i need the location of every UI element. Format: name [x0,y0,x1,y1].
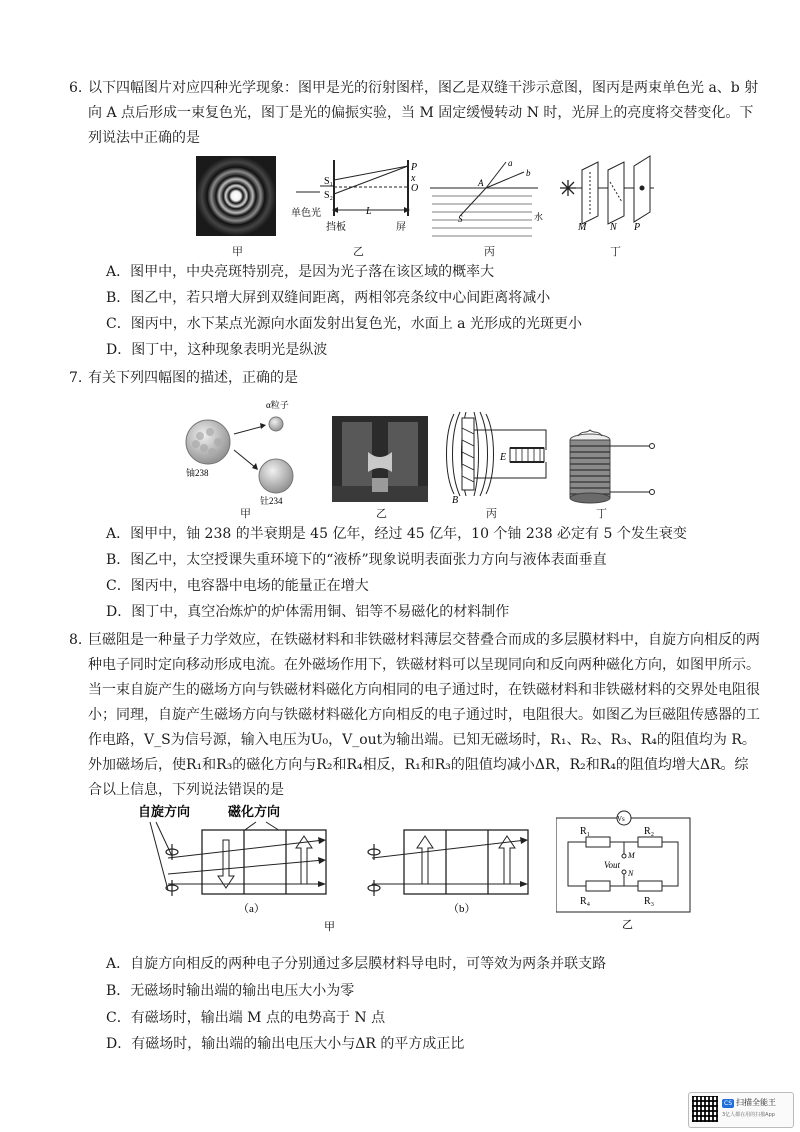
figure-caption: 丙 [484,245,495,258]
label-a: （a） [238,903,265,915]
label-water: 水 [534,212,544,222]
scanner-watermark [688,1092,794,1128]
label-m: M [628,851,635,860]
question-6 [69,76,760,151]
label-th234: 钍234 [260,496,283,506]
option-a: A．图甲中，铀 238 的半衰期是 45 亿年，经过 45 亿年，10 个铀 238 必定有 5 个发生衰变 [106,526,687,542]
option-c: C．图丙中，电容器中电场的能量正在增大 [106,578,369,594]
question-stem: 以下四幅图片对应四种光学现象：图甲是光的衍射图样，图乙是双缝干涉示意图，图丙是两束单色光 a、b 射向 A 点后形成一束复色光，图丁是光的偏振实验，当 M 固定缓慢转动 N 时，光屏上的亮度将交替变化。下列说法中正确的是 [88,80,759,146]
label-s1: S₁ [324,176,334,187]
figure-caption: 甲 [240,507,251,520]
label-r4: R₄ [580,896,591,907]
label-S: S [458,214,463,224]
label-vs: Vs [617,815,625,823]
label-x: x [411,173,416,184]
label-b: b [526,168,531,178]
figure-caption: 甲 [232,245,243,258]
question-7 [69,366,760,391]
label-screen: 屏 [396,222,406,233]
label-alpha: α粒子 [266,400,289,410]
alpha-decay-figure [178,396,308,506]
double-slit-figure [288,158,418,238]
label-mono: 单色光 [291,208,321,219]
label-N: N [610,222,617,233]
option-a: A．自旋方向相反的两种电子分别通过多层膜材料导电时，可等效为两条并联支路 [106,956,607,972]
polarization-figure [558,152,658,236]
option-d: D．图丁中，这种现象表明光是纵波 [106,342,328,358]
label-r3: R₃ [644,896,655,907]
option-d: D．有磁场时，输出端的输出电压大小与ΔR 的平方成正比 [106,1036,465,1052]
label-a: a [508,158,513,168]
label-board: 挡板 [326,222,346,233]
gmr-layers-figure [128,800,548,932]
label-magnetization: 磁化方向 [228,804,281,819]
label-jia: 甲 [324,921,335,932]
label-r2: R₂ [644,826,655,837]
diffraction-pattern-figure [196,156,276,244]
question-8 [69,628,760,803]
label-l: L [366,206,372,217]
label-B: B [452,495,459,504]
label-b: （b） [448,903,476,915]
question-number: 8. [69,632,83,648]
label-P2: P [634,222,641,233]
vacuum-furnace-figure [564,426,660,504]
label-r1: R₁ [580,826,591,837]
label-yi: 乙 [622,919,633,931]
watermark-brand: 扫描全能王 [736,1098,776,1107]
lc-circuit-figure [438,404,550,504]
question-stem: 有关下列四幅图的描述，正确的是 [88,370,298,386]
option-b: B．图乙中，若只增大屏到双缝间距离，两相邻亮条纹中心间距离将减小 [106,290,551,306]
figure-caption: 乙 [353,245,364,258]
label-A: A [478,178,484,188]
question-number: 7. [69,370,83,386]
label-n: N [628,869,634,878]
label-spin-direction: 自旋方向 [138,804,191,819]
figure-caption: 乙 [376,507,387,520]
label-vout: Vout [604,860,621,870]
option-c: C．有磁场时，输出端 M 点的电势高于 N 点 [106,1010,386,1026]
option-c: C．图丙中，水下某点光源向水面发射出复色光，水面上 a 光形成的光斑更小 [106,316,582,332]
label-p: P [411,162,418,173]
label-M: M [578,222,587,233]
option-b: B．图乙中，太空授课失重环境下的“液桥”现象说明表面张力方向与液体表面垂直 [106,552,607,568]
figure-caption: 丙 [486,507,497,520]
label-E: E [500,452,507,463]
label-o: O [411,183,418,194]
label-s2: S₂ [324,190,334,201]
watermark-subtitle: 3亿人都在用的扫描App [722,1112,775,1118]
figure-caption: 丁 [596,507,607,520]
refraction-figure [428,158,548,242]
option-b: B．无磁场时输出端的输出电压大小为零 [106,983,355,999]
option-a: A．图甲中，中央亮斑特别亮，是因为光子落在该区域的概率大 [106,264,495,280]
label-u238: 铀238 [186,468,209,478]
qr-code-icon [692,1096,718,1122]
question-number: 6. [69,80,83,96]
cs-badge: CS [724,1100,732,1107]
figure-caption: 丁 [610,245,621,258]
liquid-bridge-photo [332,416,428,502]
option-d: D．图丁中，真空冶炼炉的炉体需用铜、铝等不易磁化的材料制作 [106,604,510,620]
question-stem: 巨磁阻是一种量子力学效应，在铁磁材料和非铁磁材料薄层交替叠合而成的多层膜材料中，自旋方向相反的两种电子同时定向移动形成电流。在外磁场作用下，铁磁材料可以呈现同向和反向两种磁化方向，如图甲所示。当一束自旋产生的磁场方向与铁磁材料磁化方向相同的电子通过时，在铁磁材料和非铁磁材料的交界处电阻很小；同理，自旋产生磁场方向与铁磁材料磁化方向相反的电子通过时，电阻很大。如图乙为巨磁阻传感器的工作电路，V_S为信号源，输入电压为U₀，V_out为输出端。已知无磁场时，R₁、R₂、R₃、R₄的阻值均为 R。外加磁场后，使R₁和R₃的磁化方向与R₂和R₄相反，R₁和R₃的阻值均减小ΔR，R₂和R₄的阻值均增大ΔR。综合以上信息，下列说法错误的是 [88,632,760,798]
bridge-circuit-figure [556,810,696,936]
